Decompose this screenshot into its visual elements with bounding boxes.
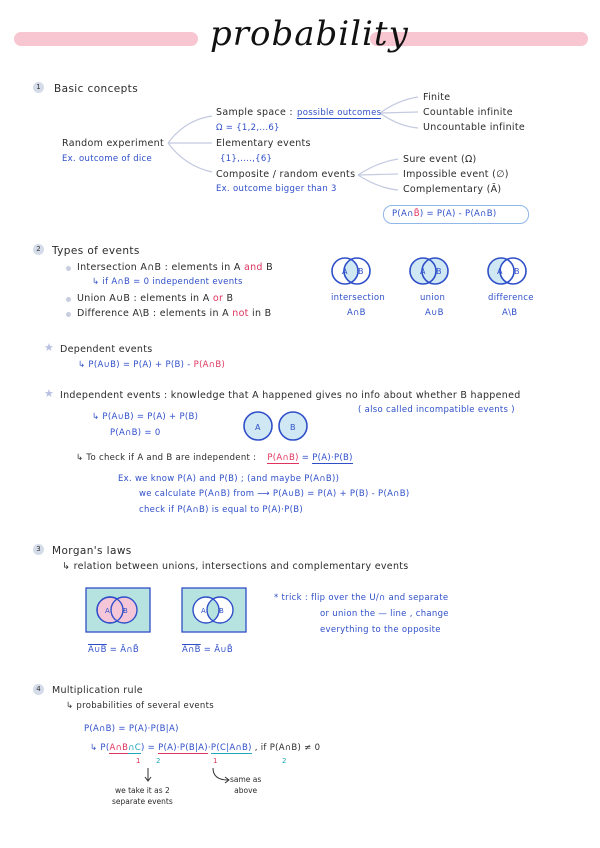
venn-label-difference: difference (488, 293, 534, 303)
section-heading: Multiplication rule (52, 685, 143, 696)
morgan-trick-2: or union the — line , change (320, 609, 449, 619)
venn-a-label: A (105, 607, 110, 615)
morgan-law-2-right: = Ā∪B̄ (203, 645, 233, 655)
intersection-note: ↳ if A∩B = 0 independent events (92, 277, 243, 287)
elementary-set: {1},....,{6} (220, 154, 273, 164)
venn-b-label: B (436, 267, 442, 276)
morgan-trick-1: * trick : flip over the U/∩ and separate (274, 593, 449, 603)
f2-red2: P(A)·P(B|A) (158, 743, 208, 753)
difference-def-text: Difference A\B : elements in A (77, 308, 233, 319)
outcome-finite: Finite (423, 92, 451, 103)
dependent-formula-text: ↳ P(A∪B) = P(A) + P(B) - (78, 360, 194, 370)
section-number: 1 (33, 82, 44, 93)
dependent-heading: Dependent events (60, 344, 153, 355)
f2-pre: ↳ P( (90, 743, 110, 753)
union-or: or (212, 293, 224, 304)
check-right: P(A)·P(B) (312, 453, 353, 463)
section-number: 2 (33, 244, 44, 255)
f2-teal2: P(C|A∩B) (210, 743, 252, 753)
venn-sym-difference: A\B (502, 308, 518, 318)
note-separate: we take it as 2 separate events (112, 786, 173, 806)
example-line-1: Ex. we know P(A) and P(B) ; (and maybe P(A∩B)) (118, 474, 340, 484)
morgan-trick-3: everything to the opposite (320, 625, 441, 635)
venn-sym-intersection: A∩B (347, 308, 366, 318)
formula-right: ) = P(A) - P(A∩B) (419, 209, 497, 219)
morgan-law-1-right: = Ā∩B̄ (109, 645, 139, 655)
venn-b-label: B (123, 607, 128, 615)
section-heading: Morgan's laws (52, 545, 132, 557)
intersection-def-end: B (262, 262, 273, 273)
section-heading: Types of events (52, 245, 140, 257)
independent-heading: Independent events : knowledge that A happened gives no info about whether B happened (60, 390, 521, 401)
section-heading: Basic concepts (54, 83, 139, 95)
random-experiment: Random experiment (62, 138, 165, 149)
multiplication-subtitle: ↳ probabilities of several events (66, 701, 214, 711)
example-line-2: we calculate P(A∩B) from ⟶ P(A∪B) = P(A) + P(B) - P(A∩B) (139, 489, 410, 499)
independent-formula-2: P(A∩B) = 0 (110, 428, 161, 438)
note-same: same as above (230, 775, 262, 795)
intersection-def-text: Intersection A∩B : elements in A (77, 262, 244, 273)
formula-left: P(A∩ (392, 209, 414, 219)
elementary-events: Elementary events (216, 138, 311, 149)
section-number: 3 (33, 544, 44, 555)
complementary-event: Complementary (Ā) (403, 184, 502, 195)
independent-aka: ( also called incompatible events ) (358, 405, 515, 415)
intersection-and: and (243, 262, 263, 273)
label-1a: 1 (136, 757, 141, 765)
composite-example: Ex. outcome bigger than 3 (216, 184, 337, 194)
section-number: 4 (33, 684, 44, 695)
venn-a-label: A (255, 423, 261, 432)
venn-b-label: B (358, 267, 364, 276)
formula-bbar: B̄ (413, 209, 420, 219)
star-icon: ★ (44, 387, 54, 400)
union-def-end: B (223, 293, 234, 304)
star-icon: ★ (44, 341, 54, 354)
dependent-formula-red: P(A∩B) (193, 360, 226, 370)
random-experiment-example: Ex. outcome of dice (62, 154, 153, 164)
venn-b-label: B (219, 607, 224, 615)
f2-red: A∩B (109, 743, 129, 753)
venn-b-label: B (514, 267, 520, 276)
outcome-countable: Countable infinite (423, 107, 513, 118)
label-2b: 2 (282, 757, 287, 765)
sample-space-value-text: possible outcomes (297, 108, 382, 118)
venn-b-label: B (290, 423, 296, 432)
page-title: probability (210, 14, 409, 54)
venn-label-intersection: intersection (331, 293, 386, 303)
independent-formula-1: ↳ P(A∪B) = P(A) + P(B) (92, 412, 199, 422)
label-2a: 2 (156, 757, 161, 765)
check-left: P(A∩B) (267, 453, 299, 463)
morgan-subtitle: ↳ relation between unions, intersections and complementary events (62, 561, 409, 572)
venn-a-label: A (342, 267, 348, 276)
venn-label-union: union (420, 293, 446, 303)
label-1b: 1 (213, 757, 218, 765)
f2-mid: ) = (141, 743, 159, 753)
f2-dot: · (207, 743, 211, 753)
example-line-3: check if P(A∩B) is equal to P(A)·P(B) (139, 505, 303, 515)
impossible-event: Impossible event (∅) (403, 169, 509, 180)
outcome-uncountable: Uncountable infinite (423, 122, 526, 133)
check-eq: = (298, 453, 313, 463)
union-def-text: Union A∪B : elements in A (77, 293, 213, 304)
sure-event: Sure event (Ω) (403, 154, 477, 165)
omega-set: Ω = {1,2,...6} (216, 123, 280, 133)
venn-sym-union: A∪B (425, 308, 444, 318)
difference-not: not (232, 308, 249, 319)
venn-a-label: A (497, 267, 503, 276)
morgan-law-1-left: A∪B (88, 645, 107, 655)
morgan-law-2-left: A∩B (182, 645, 201, 655)
multiplication-formula-1: P(A∩B) = P(A)·P(B|A) (84, 724, 179, 734)
f2-post: , if P(A∩B) ≠ 0 (251, 743, 321, 753)
sample-space-label: Sample space : (216, 107, 293, 118)
f2-teal: ∩C (128, 743, 142, 753)
difference-def-end: in B (248, 308, 272, 319)
composite-events: Composite / random events (216, 169, 356, 180)
venn-a-label: A (420, 267, 426, 276)
venn-a-label: A (201, 607, 206, 615)
check-pre: ↳ To check if A and B are independent : (76, 453, 257, 463)
